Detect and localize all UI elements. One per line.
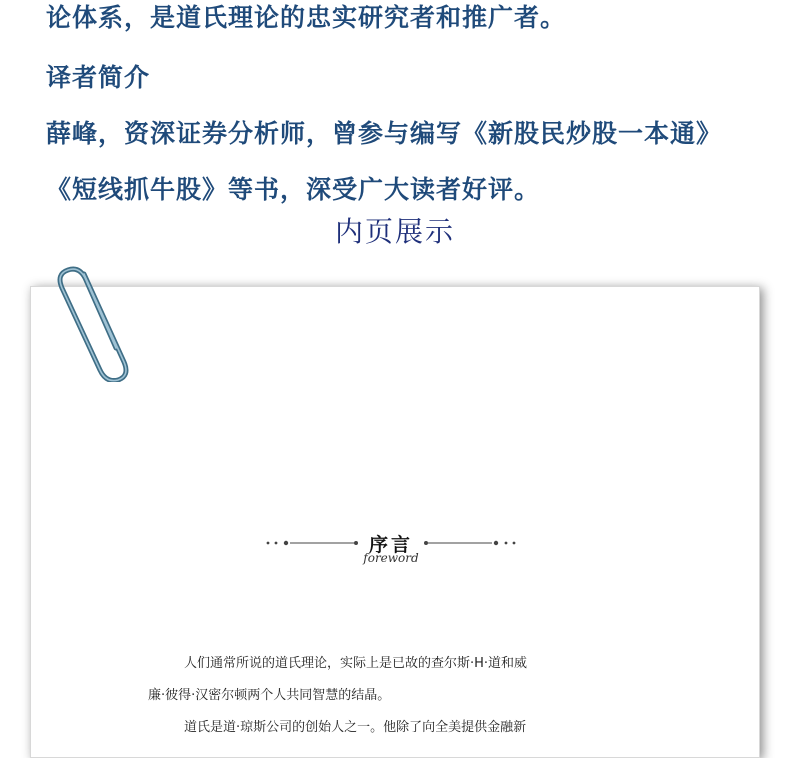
translator-heading: 译者简介	[46, 63, 151, 92]
foreword-header	[260, 528, 522, 568]
foreword-subtitle: foreword	[363, 551, 419, 565]
translator-bio-line: 《短线抓牛股》等书，深受广大读者好评。	[46, 175, 541, 204]
paperclip-icon	[38, 262, 138, 382]
section-title: 内页展示	[334, 215, 455, 248]
translator-bio-line: 薛峰，资深证券分析师，曾参与编写《新股民炒股一本通》	[46, 119, 723, 148]
intro-text-line: 论体系，是道氏理论的忠实研究者和推广者。	[46, 3, 567, 32]
foreword-text-line: 人们通常所说的道氏理论，实际上是已故的查尔斯·H·道和威	[184, 656, 528, 671]
foreword-text-line: 廉·彼得·汉密尔顿两个人共同智慧的结晶。	[148, 688, 391, 703]
foreword-title: 序言	[368, 534, 413, 556]
foreword-text-line: 道氏是道·琼斯公司的创始人之一。他除了向全美提供金融新	[184, 720, 527, 735]
page-preview-card	[30, 286, 760, 758]
